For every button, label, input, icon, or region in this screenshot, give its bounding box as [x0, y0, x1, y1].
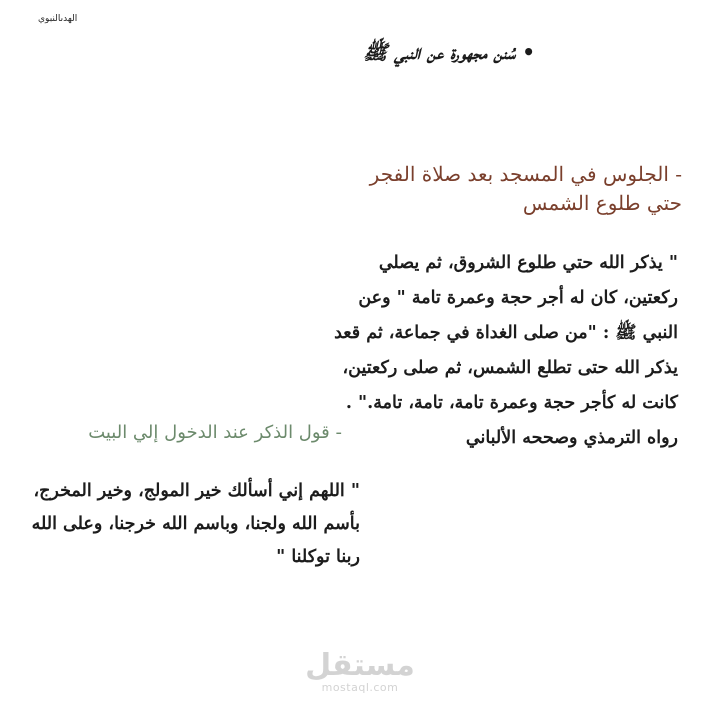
watermark-latin-text: mostaql.com [321, 681, 399, 694]
corner-logo: الهدىالنبوي [38, 14, 78, 24]
page-title: • سُنن مجهورة عن النبي ﷺ [363, 40, 535, 64]
section-heading-home-entry: - قول الذكر عند الدخول إلي البيت [88, 422, 342, 443]
dua-text-home-entry: " اللهم إني أسألك خير المولج، وخير المخرج، بأسم الله ولجنا، وباسم الله خرجنا، وعلى الله ربنا توكلنا " [31, 481, 360, 567]
mostaql-watermark [305, 650, 415, 694]
watermark-arabic-text: مستقل [305, 648, 415, 683]
section-heading-mosque-sitting: - الجلوس في المسجد بعد صلاة الفجر حتي طلوع الشمس [369, 162, 682, 215]
hadith-text-mosque-sitting: " يذكر الله حتي طلوع الشروق، ثم يصلي ركعتين، كان له أجر حجة وعمرة تامة " وعن النبي ﷺ : "من صلى الغداة في جماعة، ثم قعد يذكر الله حتى تطلع الشمس، ثم صلى ركعتين، كانت له كأجر حجة وعمرة تامة، تامة، تامة." . رواه الترمذي وصححه الألباني [334, 253, 678, 448]
